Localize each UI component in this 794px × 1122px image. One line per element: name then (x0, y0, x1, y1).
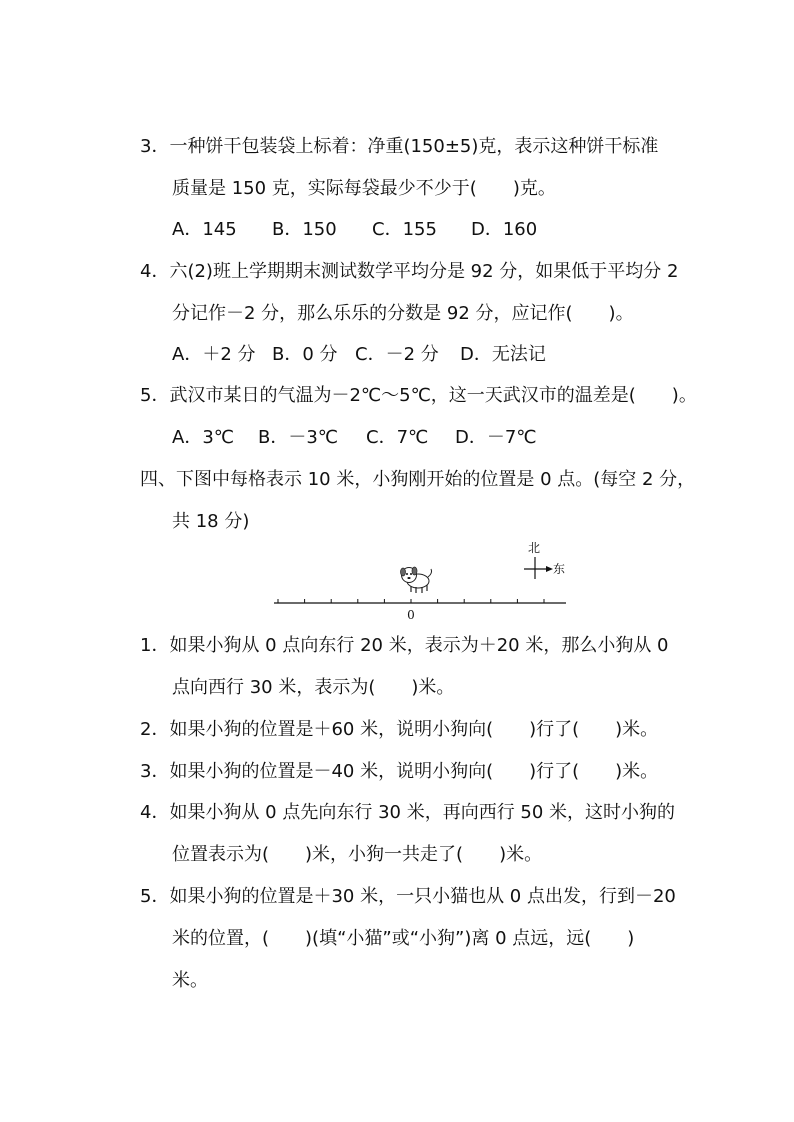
question-text: 米的位置，( )(填“小猫”或“小狗”)离 0 点远，远( ) (172, 928, 635, 949)
number-line-figure (270, 535, 580, 625)
north-label: 北 (528, 541, 541, 555)
section-heading-text: 共 18 分) (172, 511, 250, 532)
option-a: A．145 (172, 219, 237, 240)
option-c: C．－2 分 (355, 344, 439, 365)
question-text: 点向西行 30 米，表示为( )米。 (172, 677, 455, 698)
question-text: 质量是 150 克，实际每袋最少不少于( )克。 (172, 178, 556, 199)
question-text: 4．如果小狗从 0 点先向东行 30 米，再向西行 50 米，这时小狗的 (140, 802, 676, 823)
option-b: B．150 (272, 219, 337, 240)
dog-icon (401, 567, 432, 593)
question-text: 5．武汉市某日的气温为－2℃～5℃，这一天武汉市的温差是( )。 (140, 385, 697, 406)
zero-label: 0 (407, 608, 415, 622)
option-b: B．－3℃ (258, 427, 339, 448)
question-text: 1．如果小狗从 0 点向东行 20 米，表示为＋20 米，那么小狗从 0 (140, 635, 669, 656)
option-b: B．0 分 (272, 344, 338, 365)
option-a: A．＋2 分 (172, 344, 256, 365)
option-d: D．无法记 (460, 344, 546, 365)
east-arrow-icon (546, 566, 553, 572)
compass (524, 541, 565, 579)
east-label: 东 (553, 562, 566, 576)
question-text: 4．六(2)班上学期期末测试数学平均分是 92 分，如果低于平均分 2 (140, 261, 679, 282)
option-a: A．3℃ (172, 427, 234, 448)
question-text: 位置表示为( )米，小狗一共走了( )米。 (172, 844, 543, 865)
option-c: C．155 (372, 219, 437, 240)
section-heading-text: 四、下图中每格表示 10 米，小狗刚开始的位置是 0 点。(每空 2 分， (140, 469, 696, 490)
question-text: 米。 (172, 970, 208, 991)
question-text: 3．一种饼干包装袋上标着：净重(150±5)克，表示这种饼干标准 (140, 136, 659, 157)
question-text: 分记作－2 分，那么乐乐的分数是 92 分，应记作( )。 (172, 303, 634, 324)
option-d: D．160 (471, 219, 538, 240)
question-text: 3．如果小狗的位置是－40 米，说明小狗向( )行了( )米。 (140, 761, 659, 782)
option-d: D．－7℃ (455, 427, 537, 448)
option-c: C．7℃ (366, 427, 429, 448)
question-text: 2．如果小狗的位置是＋60 米，说明小狗向( )行了( )米。 (140, 719, 659, 740)
question-text: 5．如果小狗的位置是＋30 米，一只小猫也从 0 点出发，行到－20 (140, 886, 676, 907)
